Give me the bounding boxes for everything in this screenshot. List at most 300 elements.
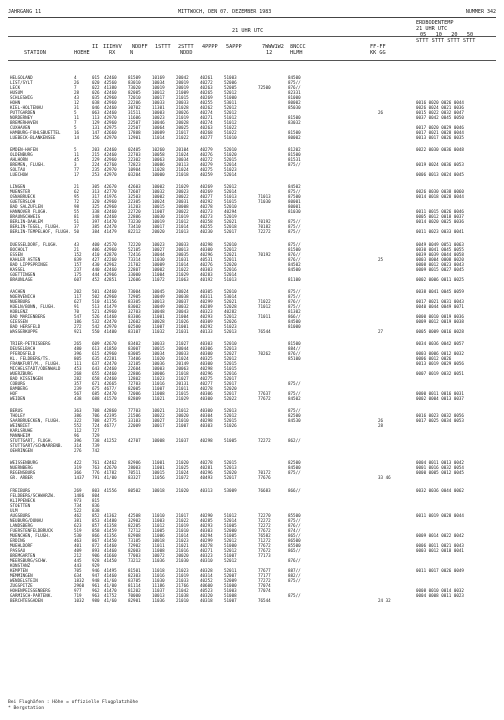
group-8: 862//: [288, 438, 301, 444]
group-8: 876//: [288, 557, 301, 563]
station-name: FELDBERG/SCHWARZW.: [10, 492, 56, 498]
station-name: ERDING: [10, 537, 26, 543]
group-4: 21012: [176, 408, 189, 414]
soil-temperatures: 0001 0016 0032 0054: [416, 465, 464, 471]
station-id: 609: [92, 340, 100, 346]
group-4: 21072: [176, 475, 189, 481]
group-8: 81500: [288, 130, 301, 135]
station-height: 31: [74, 105, 80, 110]
station-id: 961: [92, 582, 100, 588]
group-2: 72712: [128, 527, 141, 533]
soil-temperatures: 0011 0015 0026 0046: [416, 209, 464, 215]
group-6: 53011: [224, 100, 237, 105]
station-name: ZUGSPITZE: [10, 582, 33, 588]
station-height: 12: [74, 100, 80, 105]
group-5: 40192: [200, 276, 213, 282]
group-3: 11001: [152, 313, 165, 319]
group-2: 22604: [128, 365, 141, 371]
group-7: 70192: [258, 251, 271, 257]
station-height: 51: [74, 219, 80, 225]
station-height: 547: [74, 313, 82, 319]
group-8: 84500: [288, 75, 301, 80]
soil-temperatures: 0009 0014 0022 0042: [416, 532, 464, 538]
group-3: 10024: [152, 199, 165, 205]
group-4: 21020: [176, 460, 189, 466]
station-height: 734: [74, 502, 82, 508]
group-3: 10015: [152, 204, 165, 210]
station-name: NUERNBERG: [10, 465, 33, 471]
group-4: 21010: [176, 527, 189, 533]
group-8: 875//: [288, 380, 301, 386]
group-1: 42560: [104, 80, 117, 85]
group-8: 82500: [288, 460, 301, 466]
group-4: 21023: [176, 567, 189, 573]
station-height: 14: [74, 135, 80, 140]
station-id: 761: [92, 460, 100, 466]
group-8: 85500: [288, 542, 301, 548]
group-8: 875//: [288, 288, 301, 294]
group-6: 40282: [224, 308, 237, 314]
station-id: 708: [92, 408, 100, 414]
soil-temperatures: 0003 0004 0008 0020: [416, 256, 464, 262]
station-id: 635: [92, 355, 100, 361]
group-3: 11010: [152, 512, 165, 518]
station-name: HOHENPEISSENBERG: [10, 587, 51, 593]
group-6: 52014: [224, 271, 237, 277]
station-id: 853: [92, 517, 100, 523]
group-8: 85100: [288, 355, 301, 361]
station-id: 532: [92, 318, 100, 324]
group-6: 52021: [224, 219, 237, 225]
group-1: 42775: [104, 418, 117, 424]
group-4: 21019: [176, 522, 189, 528]
group-3: 10049: [152, 293, 165, 299]
station-height: 62: [74, 189, 80, 195]
table-row: [0, 448, 504, 453]
station-name: KASSEL: [10, 266, 26, 272]
group-8: 875//: [288, 577, 301, 583]
station-height: 175: [74, 271, 82, 277]
group-4: 20131: [176, 380, 189, 386]
station-height: 634: [74, 572, 82, 578]
group-7: 71012: [258, 303, 271, 309]
station-id: 685: [92, 390, 100, 396]
station-name: HAMBURG-FUHLSBUETTEL: [10, 130, 61, 135]
group-3: 11030: [152, 577, 165, 583]
station-name: PASSAU: [10, 547, 26, 553]
group-3: 10027: [152, 246, 165, 252]
group-2: 81202: [128, 587, 141, 593]
station-height: 43: [74, 241, 80, 247]
group-4: 20044: [176, 345, 189, 351]
group-1: 41400: [104, 328, 117, 334]
station-name: BERLIN-TEMPELHOF, FLUGH.: [10, 229, 71, 235]
group-6: 52012: [224, 413, 237, 419]
group-6: 52016: [224, 370, 237, 376]
group-5: 40298: [200, 241, 213, 247]
group-7: 71030: [258, 199, 271, 205]
group-8: 81202: [288, 147, 301, 153]
station-id: 867: [92, 537, 100, 543]
station-height: 438: [74, 395, 82, 401]
group-4: 20104: [176, 147, 189, 153]
soil-temperatures: 0008 0010 0014 0032: [416, 587, 464, 593]
station-id: 129: [92, 120, 100, 125]
station-height: 17: [74, 172, 80, 178]
station-id: 305: [92, 184, 100, 190]
group-8: 875//: [288, 390, 301, 396]
group-5: 40258: [200, 219, 213, 225]
group-7: 77074: [258, 582, 271, 588]
soil-temperatures: 0016 0023 0032 0056: [416, 413, 464, 419]
group-5: 40274: [200, 120, 213, 125]
station-name: WASSERKUPPE: [10, 328, 38, 334]
group-5: 40298: [200, 418, 213, 424]
group-5: 40277: [200, 194, 213, 200]
group-8: 81000: [288, 95, 301, 100]
group-1: 42670: [104, 465, 117, 471]
station-id: 776: [92, 470, 100, 476]
group-3: 10015: [152, 345, 165, 351]
group-1: 42770: [104, 189, 117, 195]
group-1: 41752: [104, 592, 117, 598]
station-height: 21: [74, 246, 80, 252]
group-2: 12901: [128, 135, 141, 140]
soil-temperatures: 0005 0012 0018 0037: [416, 214, 464, 220]
group-6: 52020: [224, 470, 237, 476]
group-2: 82205: [128, 522, 141, 528]
group-7: 77672: [258, 395, 271, 401]
group-8: 875//: [288, 219, 301, 225]
soil-temperatures: 0037 0042 0045 0050: [416, 115, 464, 120]
group-3: 11008: [152, 390, 165, 396]
group-3: 10063: [152, 157, 165, 163]
group-6: 51000: [224, 542, 237, 548]
group-5: 40133: [200, 328, 213, 334]
group-7: 77677: [258, 567, 271, 573]
group-2: 72703: [128, 380, 141, 386]
station-id: 948: [92, 577, 100, 583]
station-height: 319: [74, 465, 82, 471]
station-height: 522: [74, 507, 82, 513]
group-8: 875//: [288, 470, 301, 476]
group-2: 30702: [128, 105, 141, 110]
station-id: 791: [92, 475, 100, 481]
station-id: 658: [92, 375, 100, 381]
group-2: 42603: [128, 184, 141, 190]
station-name: BRAUNLAGE: [10, 276, 33, 282]
col-nddff: NDDFF: [132, 44, 148, 50]
station-name: HOF: [10, 390, 18, 396]
soil-temperatures: 0008 0012 0023 0043: [416, 261, 464, 267]
station-height: 5: [74, 110, 77, 115]
group-6: 51005: [224, 438, 237, 444]
group-8: 876//: [288, 251, 301, 257]
station-height: 117: [74, 293, 82, 299]
group-5: 40273: [200, 214, 213, 220]
group-5: 40306: [200, 390, 213, 396]
station-height: 5: [74, 147, 77, 153]
station-height: 98: [74, 204, 80, 210]
group-6: 51012: [224, 120, 237, 125]
group-5: 40303: [200, 527, 213, 533]
footnote-mountain: * Bergstation: [8, 706, 44, 711]
group-4: 20035: [176, 251, 189, 257]
group-5: 40273: [200, 209, 213, 215]
group-1: 42470: [104, 360, 117, 366]
group-4: 21021: [176, 542, 189, 548]
group-8: 866//: [288, 487, 301, 493]
station-id: 229: [92, 157, 100, 163]
footnotes: [8, 700, 138, 712]
group-6: 52019: [224, 214, 237, 220]
issue-number: NUMMER 342: [465, 9, 496, 15]
group-5: 40279: [200, 147, 213, 153]
group-7: 77672: [258, 542, 271, 548]
station-name: MUENSTER: [10, 189, 31, 195]
group-2: 73212: [128, 557, 141, 563]
group-4: 21014: [176, 224, 189, 230]
group-6: 51026: [224, 423, 237, 429]
station-name: GUETERSLOH: [10, 199, 36, 205]
col-ii: II: [92, 44, 99, 50]
group-8: 876//: [288, 522, 301, 528]
group-6: 52010: [224, 241, 237, 247]
group-1: 42660: [104, 130, 117, 135]
station-height: 7: [74, 120, 77, 125]
group-4: 21012: [176, 219, 189, 225]
col-n: N: [130, 50, 134, 56]
group-1: 42460: [104, 365, 117, 371]
group-5: 40272: [200, 80, 213, 85]
group-2: 21506: [128, 413, 141, 419]
group-1: 42460: [104, 75, 117, 80]
group-5: 40265: [200, 90, 213, 95]
utc-label: 21 UHR UTC: [232, 28, 264, 34]
group-3: 10046: [152, 120, 165, 125]
group-4: 20022: [176, 194, 189, 200]
group-4: 20013: [176, 246, 189, 252]
station-id: 320: [92, 199, 100, 205]
station-id: 046: [92, 105, 100, 110]
group-3: 11037: [152, 587, 165, 593]
station-id: 729: [92, 433, 100, 439]
station-name: PUTTGARDEN: [10, 110, 36, 115]
group-3: 10012: [152, 90, 165, 95]
station-name: BERUS: [10, 408, 23, 414]
station-id: 513: [92, 303, 100, 309]
station-height: 112: [74, 428, 82, 434]
group-8: 875//: [288, 241, 301, 247]
group-2: 32703: [128, 308, 141, 314]
group-3: 11072: [152, 276, 165, 282]
table-row: [0, 229, 504, 234]
station-height: 530: [74, 532, 82, 538]
station-height: 366: [74, 470, 82, 476]
station-height: 212: [74, 552, 82, 558]
group-4: 21019: [176, 572, 189, 578]
station-name: TRIER-PETRISBERG: [10, 340, 51, 346]
group-1: 41460: [104, 547, 117, 553]
group-5: 40292: [200, 323, 213, 329]
station-height: 1832: [74, 577, 85, 583]
group-2: 12606: [128, 276, 141, 282]
group-2: 80502: [128, 487, 141, 493]
station-height: 2960: [74, 582, 85, 588]
group-6: 51010: [224, 135, 237, 140]
station-name: WENDELSTEIN: [10, 577, 38, 583]
group-3: 11028: [152, 167, 165, 173]
station-id: 022: [92, 85, 100, 90]
group-3: 10045: [152, 288, 165, 294]
group-1: 42960: [104, 199, 117, 205]
date-label: MITTWOCH, DEN 07. DEZEMBER 1983: [178, 9, 272, 15]
group-1: 42870: [104, 251, 117, 257]
group-6: 51008: [224, 592, 237, 598]
soil-temperatures: 0000 0010 0019 0036: [416, 313, 464, 319]
group-3: 10022: [152, 413, 165, 419]
group-2: 72823: [128, 162, 141, 168]
group-8: 875//: [288, 592, 301, 598]
group-1: 41480: [104, 517, 117, 523]
group-2: 52105: [128, 246, 141, 252]
station-id: 026: [92, 90, 100, 95]
station-name: BREMGARTEN: [10, 552, 36, 558]
col-hlmh: HLMH: [290, 50, 303, 56]
soil-temperatures: 0002 0004 0013 0037: [416, 395, 464, 401]
group-5: 40313: [200, 487, 213, 493]
group-4: 21031: [176, 328, 189, 334]
group-2: 03204: [128, 172, 141, 178]
group-3: 10019: [152, 219, 165, 225]
station-id: 444: [92, 271, 100, 277]
group-3: 11011: [152, 542, 165, 548]
group-spacer: [0, 177, 504, 184]
group-8: 81100: [288, 276, 301, 282]
group-4: 21038: [176, 592, 189, 598]
station-name: PFERDSFELD: [10, 350, 36, 356]
group-3: 11186: [152, 582, 165, 588]
station-height: 269: [74, 487, 82, 493]
table-row: [0, 598, 504, 603]
station-name: LIST/SYLT: [10, 80, 33, 85]
group-1: 41479: [104, 229, 117, 235]
group-4: 21009: [176, 90, 189, 95]
group-8: 81030: [288, 209, 301, 215]
station-id: 671: [92, 380, 100, 386]
station-name: BAD LIPPSPRINGE: [10, 261, 48, 267]
group-6: 52020: [224, 261, 237, 267]
group-8: 81000: [288, 323, 301, 329]
group-2: 72416: [128, 251, 141, 257]
station-name: BREMEN, FLUGH.: [10, 162, 46, 168]
col-station: STATION: [24, 50, 46, 56]
group-6: 51000: [224, 95, 237, 100]
group-1: 42960: [104, 293, 117, 299]
station-name: MEMMINGEN: [10, 572, 33, 578]
station-name: GR. ARBER: [10, 475, 33, 481]
group-1: 41570: [104, 395, 117, 401]
station-name: BAD MARIENBERG: [10, 313, 46, 319]
group-3: 11005: [152, 527, 165, 533]
station-height: 11: [74, 152, 80, 158]
group-1: 41459: [104, 527, 117, 533]
group-8: 876//: [288, 350, 301, 356]
header-rule-bottom: [8, 60, 496, 61]
group-6: 52012: [224, 547, 237, 553]
group-6: 51000: [224, 582, 237, 588]
group-5: 40278: [200, 385, 213, 391]
group-4: 21017: [176, 512, 189, 518]
station-height: 26: [74, 80, 80, 85]
group-2: 81501: [128, 567, 141, 573]
station-height: 445: [74, 557, 82, 563]
group-1: 41358: [104, 522, 117, 528]
group-4: 21010: [176, 597, 189, 603]
station-name: SAARBRUECKEN, FLUGH.: [10, 418, 61, 424]
soil-temperatures: 0004 0011 0013 0042: [416, 460, 464, 466]
group-2: 73410: [128, 224, 141, 230]
group-3: 11016: [152, 572, 165, 578]
group-3: 10006: [152, 370, 165, 376]
erdboden-depths: 05 10 20 50: [420, 32, 474, 38]
station-name: EMDEN-HAFEN: [10, 147, 38, 153]
col-weather: 7WWW1W2: [262, 44, 284, 50]
soil-temperatures: 0011 0017 0026 0049: [416, 567, 464, 573]
station-name: STUTTGART/SCHNARRENB.: [10, 443, 63, 449]
station-height: 357: [74, 380, 82, 386]
group-5: 40600: [200, 582, 213, 588]
group-4: 20149: [176, 360, 189, 366]
station-id: 224: [92, 162, 100, 168]
group-6: 53009: [224, 487, 237, 493]
group-6: 52009: [224, 577, 237, 583]
group-8: 85500: [288, 512, 301, 518]
group-4: 21037: [176, 438, 189, 444]
group-3: 10015: [152, 470, 165, 476]
gust-value: 26: [378, 110, 384, 115]
station-name: ULM: [10, 507, 18, 513]
group-4: 21029: [176, 271, 189, 277]
group-5: 40271: [200, 547, 213, 553]
station-height: 1032: [74, 597, 85, 603]
group-2: 22720: [128, 209, 141, 215]
group-8: 875//: [288, 293, 301, 299]
group-8: 84500: [288, 465, 301, 471]
station-id: 963: [92, 592, 100, 598]
soil-temperatures: 0000 0005 0012 0045: [416, 470, 464, 476]
soil-temperatures: 0006 0012 0026: [416, 355, 452, 361]
group-5: 40311: [200, 293, 213, 299]
group-6: 51005: [224, 522, 237, 528]
station-height: 72: [74, 199, 80, 205]
station-id: 675: [92, 385, 100, 391]
group-3: 10033: [152, 100, 165, 105]
group-3: 11036: [152, 557, 165, 563]
group-5: 40283: [200, 271, 213, 277]
station-id: 852: [92, 512, 100, 518]
station-id: 348: [92, 214, 100, 220]
group-8: 875//: [288, 162, 301, 168]
group-6: 52012: [224, 184, 237, 190]
gust-value: 25: [378, 256, 384, 262]
station-height: 96: [74, 433, 80, 439]
station-height: 50: [74, 229, 80, 235]
group-6: 52016: [224, 266, 237, 272]
group-8: 865//: [288, 547, 301, 553]
group-5: 40274: [200, 110, 213, 115]
station-name: MUENCHEN, FLUGH.: [10, 532, 51, 538]
